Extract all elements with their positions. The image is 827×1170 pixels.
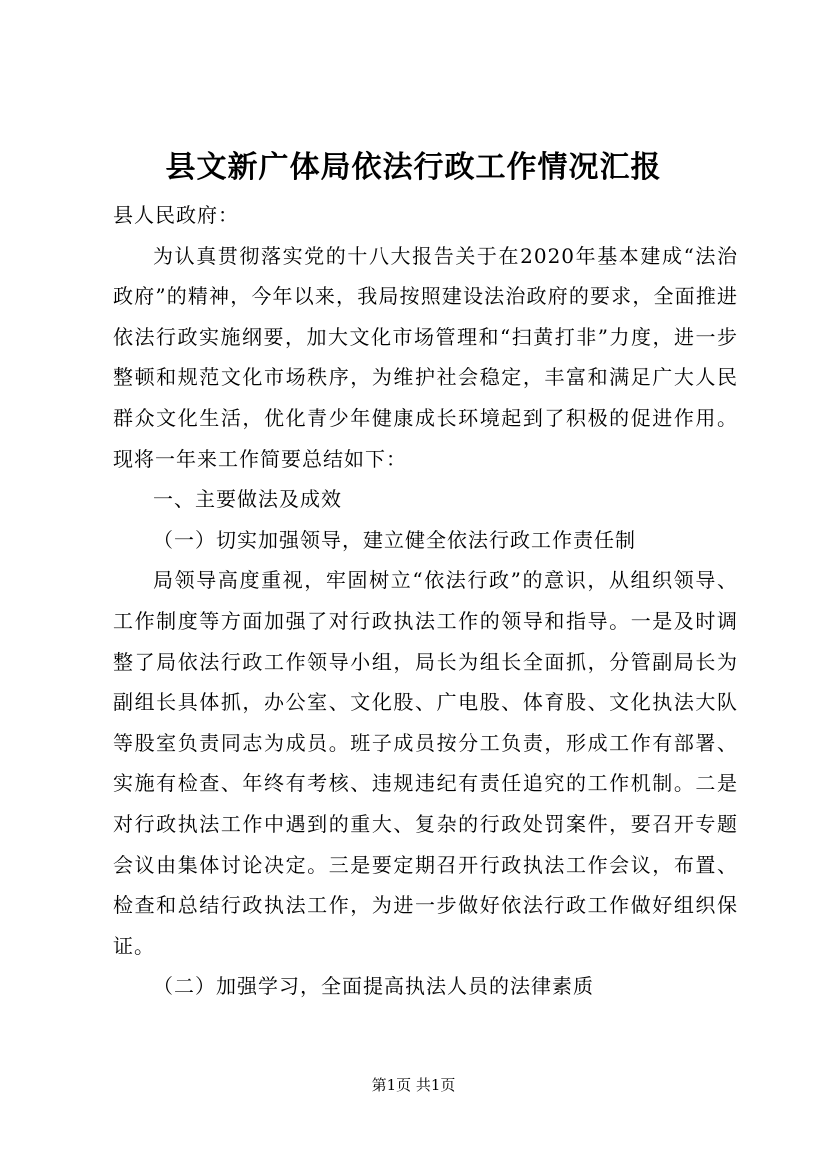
salutation: 县人民政府： (113, 203, 239, 227)
subsection-heading-leadership: （一）切实加强领导，建立健全依法行政工作责任制 (153, 527, 636, 552)
leadership-paragraph: 局领导高度重视，牢固树立“依法行政”的意识，从组织领导、工作制度等方面加强了对行政执法工作的领导和指导。一是及时调整了局依法行政工作领导小组，局长为组长全面抓，分管副局长为副组长具体抓，办公室、文化股、广电股、体育股、文化执法大队等股室负责同志为成员。班子成员按分工负责，形成工作有部署、实施有检查、年终有考核、违规违纪有责任追究的工作机制。二是对行政执法工作中遇到的重大、复杂的行政处罚案件，要召开专题会议由集体讨论决定。三是要定期召开行政执法工作会议，布置、检查和总结行政执法工作，为进一步做好依法行政工作做好组织保证。 (113, 568, 738, 958)
document-title: 县文新广体局依法行政工作情况汇报 (165, 150, 662, 185)
subsection-heading-study: （二）加强学习，全面提高执法人员的法律素质 (153, 974, 594, 999)
intro-paragraph: 为认真贯彻落实党的十八大报告关于在2020年基本建成“法治政府”的精神，今年以来，我局按照建设法治政府的要求，全面推进依法行政实施纲要，加大文化市场管理和“扫黄打非”力度，进一步整顿和规范文化市场秩序，为维护社会稳定，丰富和满足广大人民群众文化生活，优化青少年健康成长环境起到了积极的促进作用。现将一年来工作简要总结如下： (113, 243, 738, 471)
document-body (113, 195, 738, 1007)
section-heading-main-practices: 一、主要做法及成效 (153, 487, 342, 512)
page-footer: 第1页 共1页 (371, 1076, 456, 1094)
